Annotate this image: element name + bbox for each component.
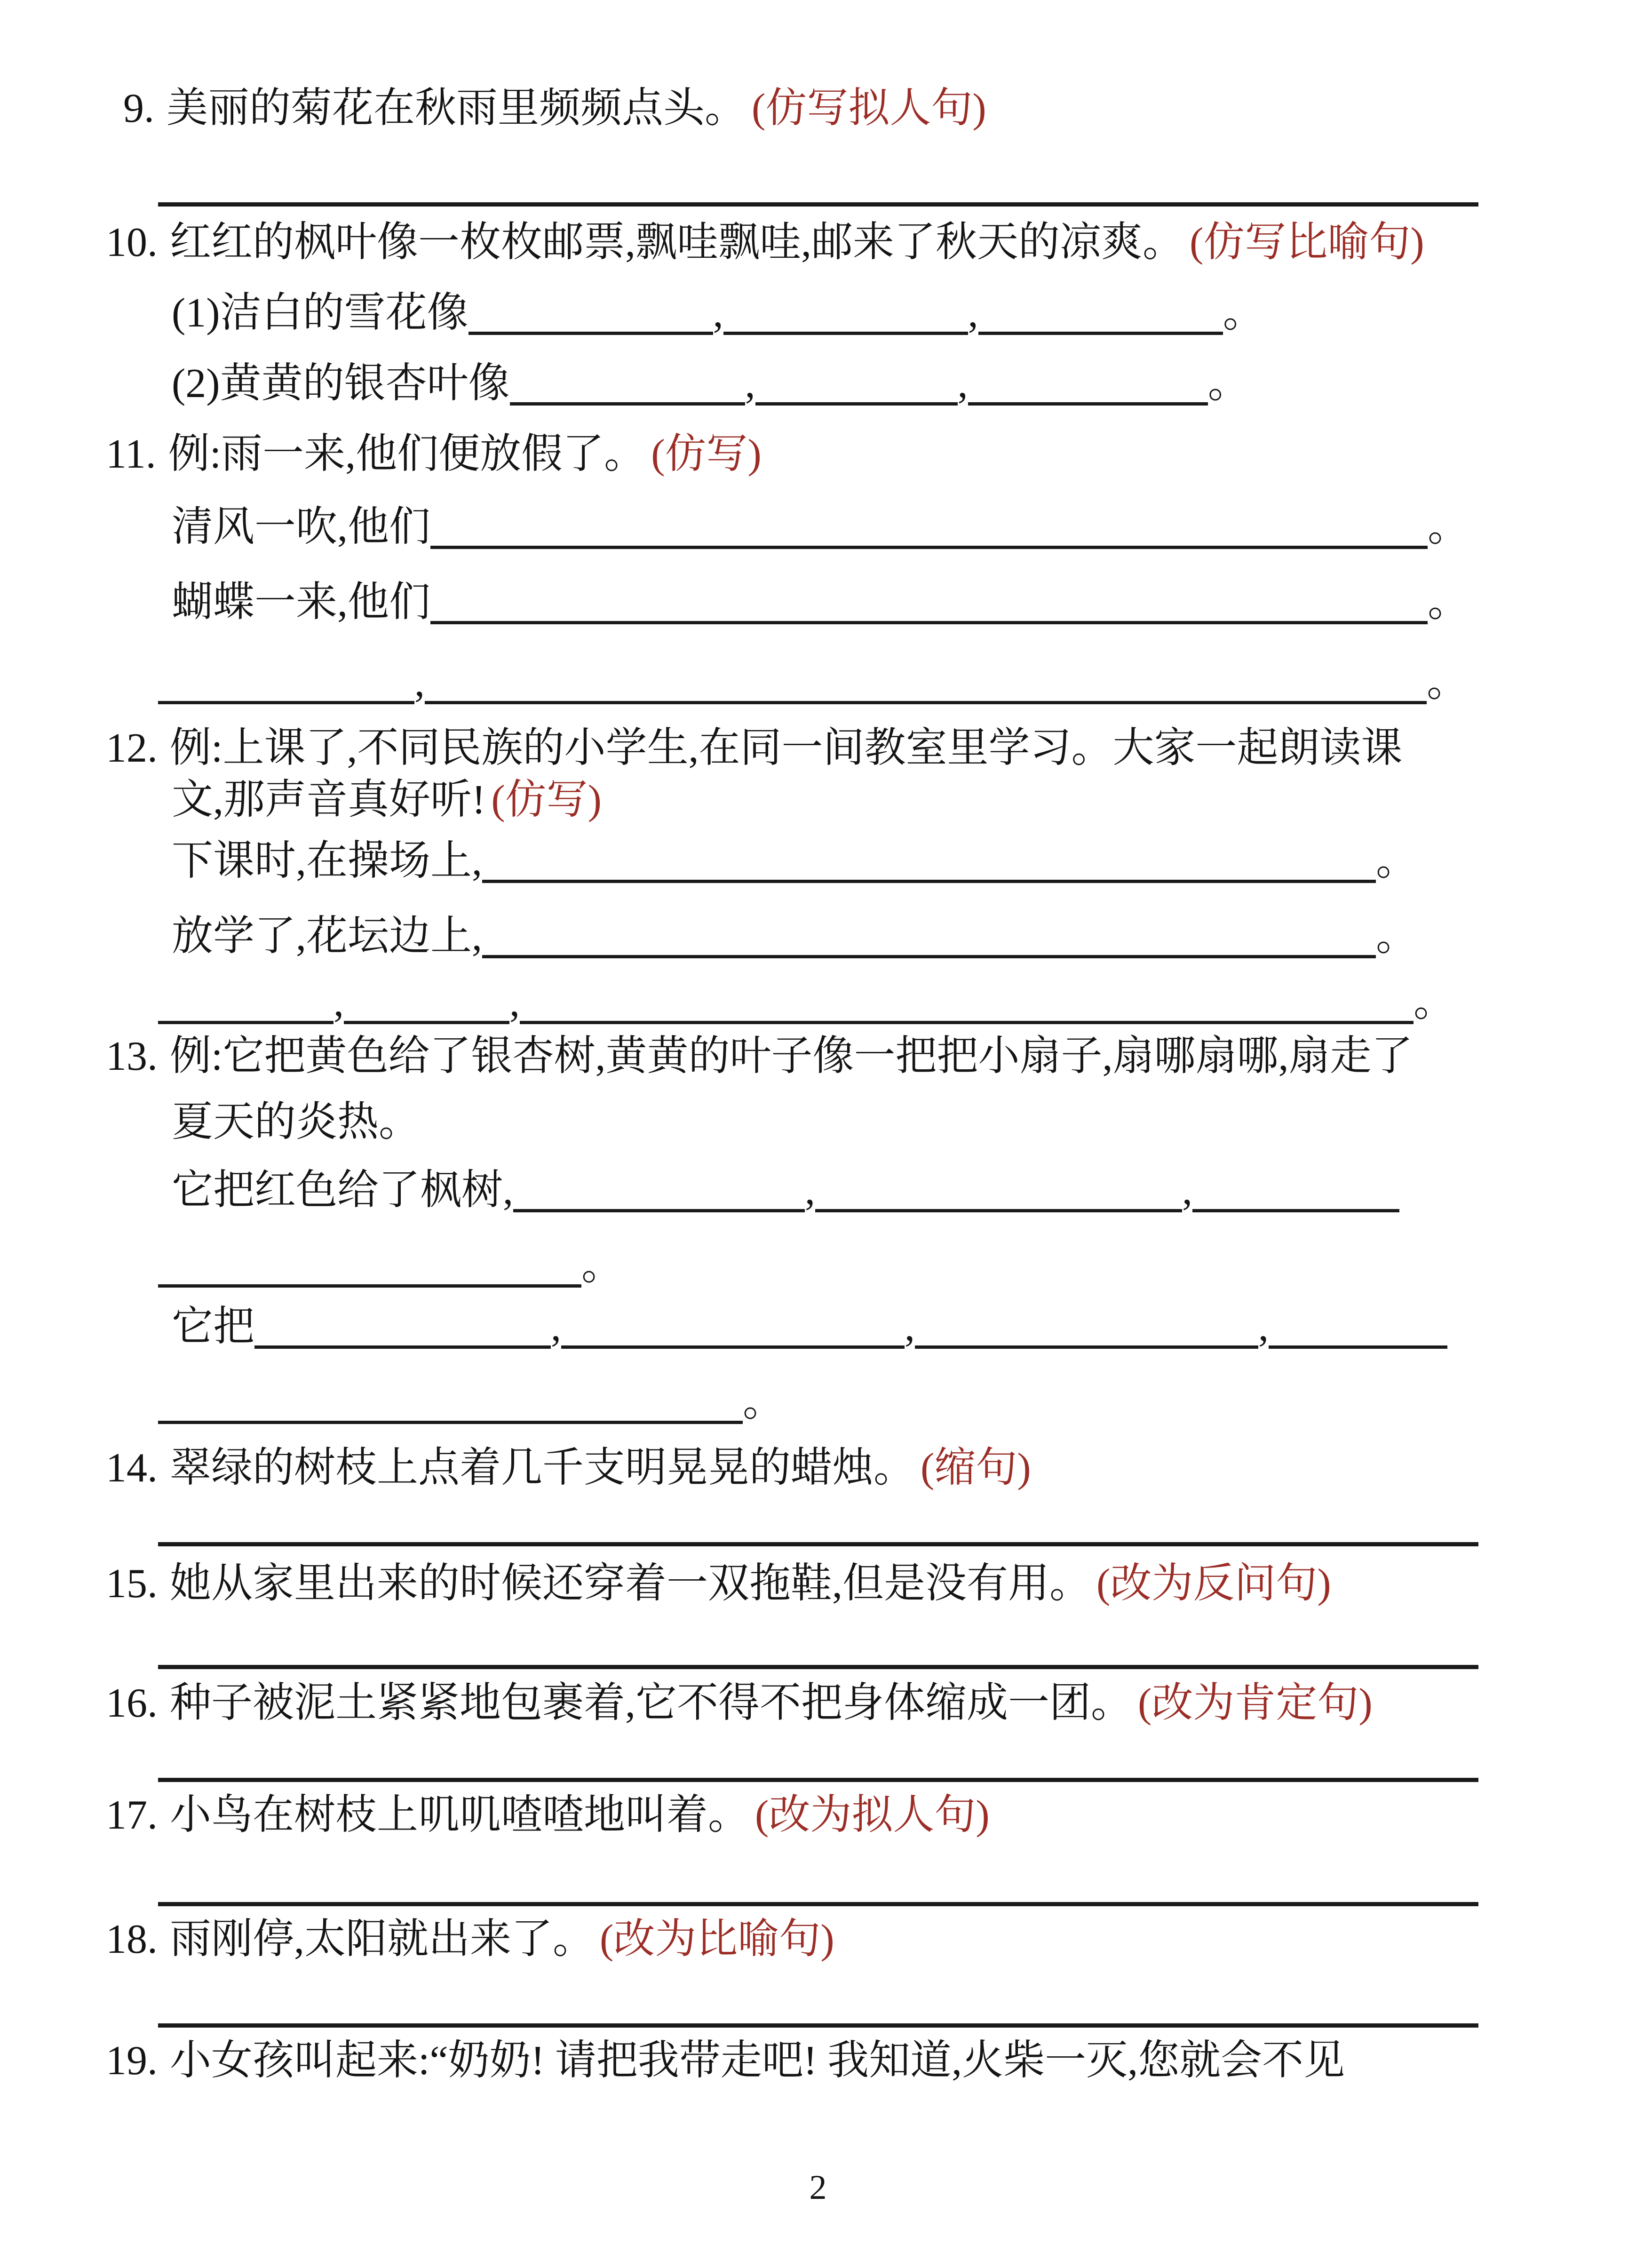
question-number: 9.: [123, 86, 154, 131]
answer-blank[interactable]: [482, 851, 1376, 883]
punctuation: ,: [1258, 1304, 1269, 1350]
question-15: [106, 1558, 1331, 1610]
sub-item-label: (1)洁白的雪花像: [172, 290, 469, 336]
question-text: 小女孩叫起来:“奶奶! 请把我带走吧! 我知道,火柴一灭,您就会不见: [170, 2038, 1345, 2084]
punctuation: ,: [551, 1304, 562, 1350]
question-number: 13.: [106, 1034, 158, 1079]
punctuation: 。: [1223, 290, 1264, 336]
punctuation: 。: [1427, 660, 1469, 705]
punctuation: 。: [743, 1379, 785, 1425]
question-number: 19.: [106, 2038, 158, 2084]
question-number: 12.: [106, 725, 158, 771]
question-17: [106, 1789, 990, 1842]
answer-blank[interactable]: [158, 673, 414, 704]
punctuation: 。: [1207, 361, 1249, 406]
question-text: 美丽的菊花在秋雨里频频点头。: [167, 86, 747, 131]
question-13-sub2: [172, 1301, 1447, 1353]
punctuation: 。: [1428, 580, 1469, 625]
answer-blank[interactable]: [158, 1393, 743, 1424]
question-number: 15.: [106, 1561, 158, 1607]
answer-blank[interactable]: [158, 993, 334, 1024]
answer-blank[interactable]: [425, 673, 1427, 704]
answer-blank[interactable]: [344, 993, 509, 1024]
page-number: 2: [809, 2168, 827, 2207]
answer-blank[interactable]: [968, 374, 1208, 406]
answer-blank[interactable]: [1192, 1181, 1399, 1212]
answer-blank[interactable]: [723, 303, 968, 335]
question-text: 文,那声音真好听!: [172, 777, 486, 823]
punctuation: ,: [414, 660, 425, 705]
answer-blank[interactable]: [158, 1256, 581, 1288]
grammar-tag: (改为肯定句): [1138, 1680, 1373, 1726]
answer-blank[interactable]: [482, 927, 1376, 958]
question-13-sub1-end: [158, 1240, 623, 1292]
grammar-tag: (改为拟人句): [755, 1792, 990, 1838]
grammar-tag: (仿写拟人句): [752, 86, 986, 131]
answer-line[interactable]: [158, 1902, 1478, 1906]
question-text: 例:雨一来,他们便放假了。: [168, 431, 646, 477]
punctuation: ,: [805, 1168, 816, 1213]
question-13: [106, 1030, 1413, 1083]
answer-line[interactable]: [158, 1665, 1478, 1669]
question-13-sub2-end: [158, 1376, 784, 1429]
question-10: [106, 216, 1424, 269]
answer-blank[interactable]: [915, 1317, 1258, 1349]
question-text: 夏天的炎热。: [172, 1099, 421, 1145]
sub-item-label: 它把: [172, 1304, 255, 1350]
question-number: 14.: [106, 1445, 158, 1491]
answer-line[interactable]: [158, 1542, 1478, 1546]
answer-blank[interactable]: [510, 374, 745, 406]
question-12-sub3: [158, 976, 1455, 1029]
question-12-continuation: [172, 774, 602, 827]
answer-blank[interactable]: [430, 517, 1428, 549]
answer-blank[interactable]: [469, 303, 713, 335]
question-text: 红红的枫叶像一枚枚邮票,飘哇飘哇,邮来了秋天的凉爽。: [170, 220, 1184, 265]
question-number: 18.: [106, 1917, 158, 1962]
answer-blank[interactable]: [513, 1181, 805, 1212]
question-14: [106, 1442, 1031, 1495]
punctuation: ,: [745, 361, 755, 406]
answer-line[interactable]: [158, 202, 1478, 207]
punctuation: ,: [1182, 1168, 1193, 1213]
punctuation: ,: [905, 1304, 915, 1350]
answer-blank[interactable]: [430, 593, 1428, 624]
answer-line[interactable]: [158, 2023, 1478, 2028]
punctuation: ,: [334, 979, 344, 1025]
question-18: [106, 1913, 834, 1966]
grammar-tag: (仿写): [651, 431, 762, 477]
question-9: [123, 82, 986, 135]
sub-item-label: 下课时,在操场上,: [172, 838, 483, 884]
grammar-tag: (仿写): [491, 777, 602, 823]
sub-item-label: (2)黄黄的银杏叶像: [172, 361, 510, 406]
sub-item-label: 蝴蝶一来,他们: [172, 580, 431, 625]
question-10-sub2: [172, 358, 1249, 410]
question-11-sub1: [172, 501, 1469, 554]
grammar-tag: (改为反问句): [1096, 1561, 1331, 1607]
question-16: [106, 1677, 1373, 1730]
question-12-sub1: [172, 835, 1417, 888]
punctuation: ,: [509, 979, 520, 1025]
punctuation: 。: [1428, 504, 1469, 550]
question-13-continuation: [172, 1096, 420, 1149]
punctuation: 。: [1376, 914, 1418, 959]
question-number: 16.: [106, 1680, 158, 1726]
punctuation: 。: [581, 1243, 623, 1289]
answer-blank[interactable]: [254, 1317, 551, 1349]
question-text: 小鸟在树枝上叽叽喳喳地叫着。: [170, 1792, 750, 1838]
question-text: 例:它把黄色给了银杏树,黄黄的叶子像一把把小扇子,扇哪扇哪,扇走了: [170, 1034, 1413, 1079]
question-11: [106, 428, 762, 481]
answer-line[interactable]: [158, 1778, 1478, 1782]
question-text: 种子被泥土紧紧地包裹着,它不得不把身体缩成一团。: [170, 1680, 1133, 1726]
answer-blank[interactable]: [815, 1181, 1182, 1212]
grammar-tag: (改为比喻句): [600, 1917, 834, 1962]
question-11-sub2: [172, 576, 1469, 629]
question-12: [106, 722, 1402, 775]
question-text: 她从家里出来的时候还穿着一双拖鞋,但是没有用。: [170, 1561, 1091, 1607]
sub-item-label: 它把红色给了枫树,: [172, 1168, 514, 1213]
question-number: 10.: [106, 220, 158, 265]
punctuation: ,: [968, 290, 978, 336]
question-text: 雨刚停,太阳就出来了。: [170, 1917, 595, 1962]
question-number: 11.: [106, 431, 156, 477]
grammar-tag: (缩句): [921, 1445, 1031, 1491]
answer-blank[interactable]: [561, 1317, 905, 1349]
question-19: [106, 2035, 1345, 2087]
answer-blank[interactable]: [520, 993, 1414, 1024]
question-11-sub3: [158, 656, 1468, 709]
punctuation: ,: [957, 361, 968, 406]
answer-blank[interactable]: [755, 374, 958, 406]
sub-item-label: 放学了,花坛边上,: [172, 914, 483, 959]
question-number: 17.: [106, 1792, 158, 1838]
sub-item-label: 清风一吹,他们: [172, 504, 431, 550]
answer-blank[interactable]: [1269, 1317, 1447, 1349]
question-13-sub1: [172, 1164, 1399, 1217]
question-text: 例:上课了,不同民族的小学生,在同一间教室里学习。大家一起朗读课: [170, 725, 1403, 771]
punctuation: 。: [1376, 838, 1418, 884]
punctuation: 。: [1414, 979, 1455, 1025]
answer-blank[interactable]: [978, 303, 1223, 335]
question-12-sub2: [172, 910, 1417, 963]
question-text: 翠绿的树枝上点着几千支明晃晃的蜡烛。: [170, 1445, 915, 1491]
grammar-tag: (仿写比喻句): [1190, 220, 1424, 265]
question-10-sub1: [172, 287, 1264, 340]
punctuation: ,: [713, 290, 723, 336]
